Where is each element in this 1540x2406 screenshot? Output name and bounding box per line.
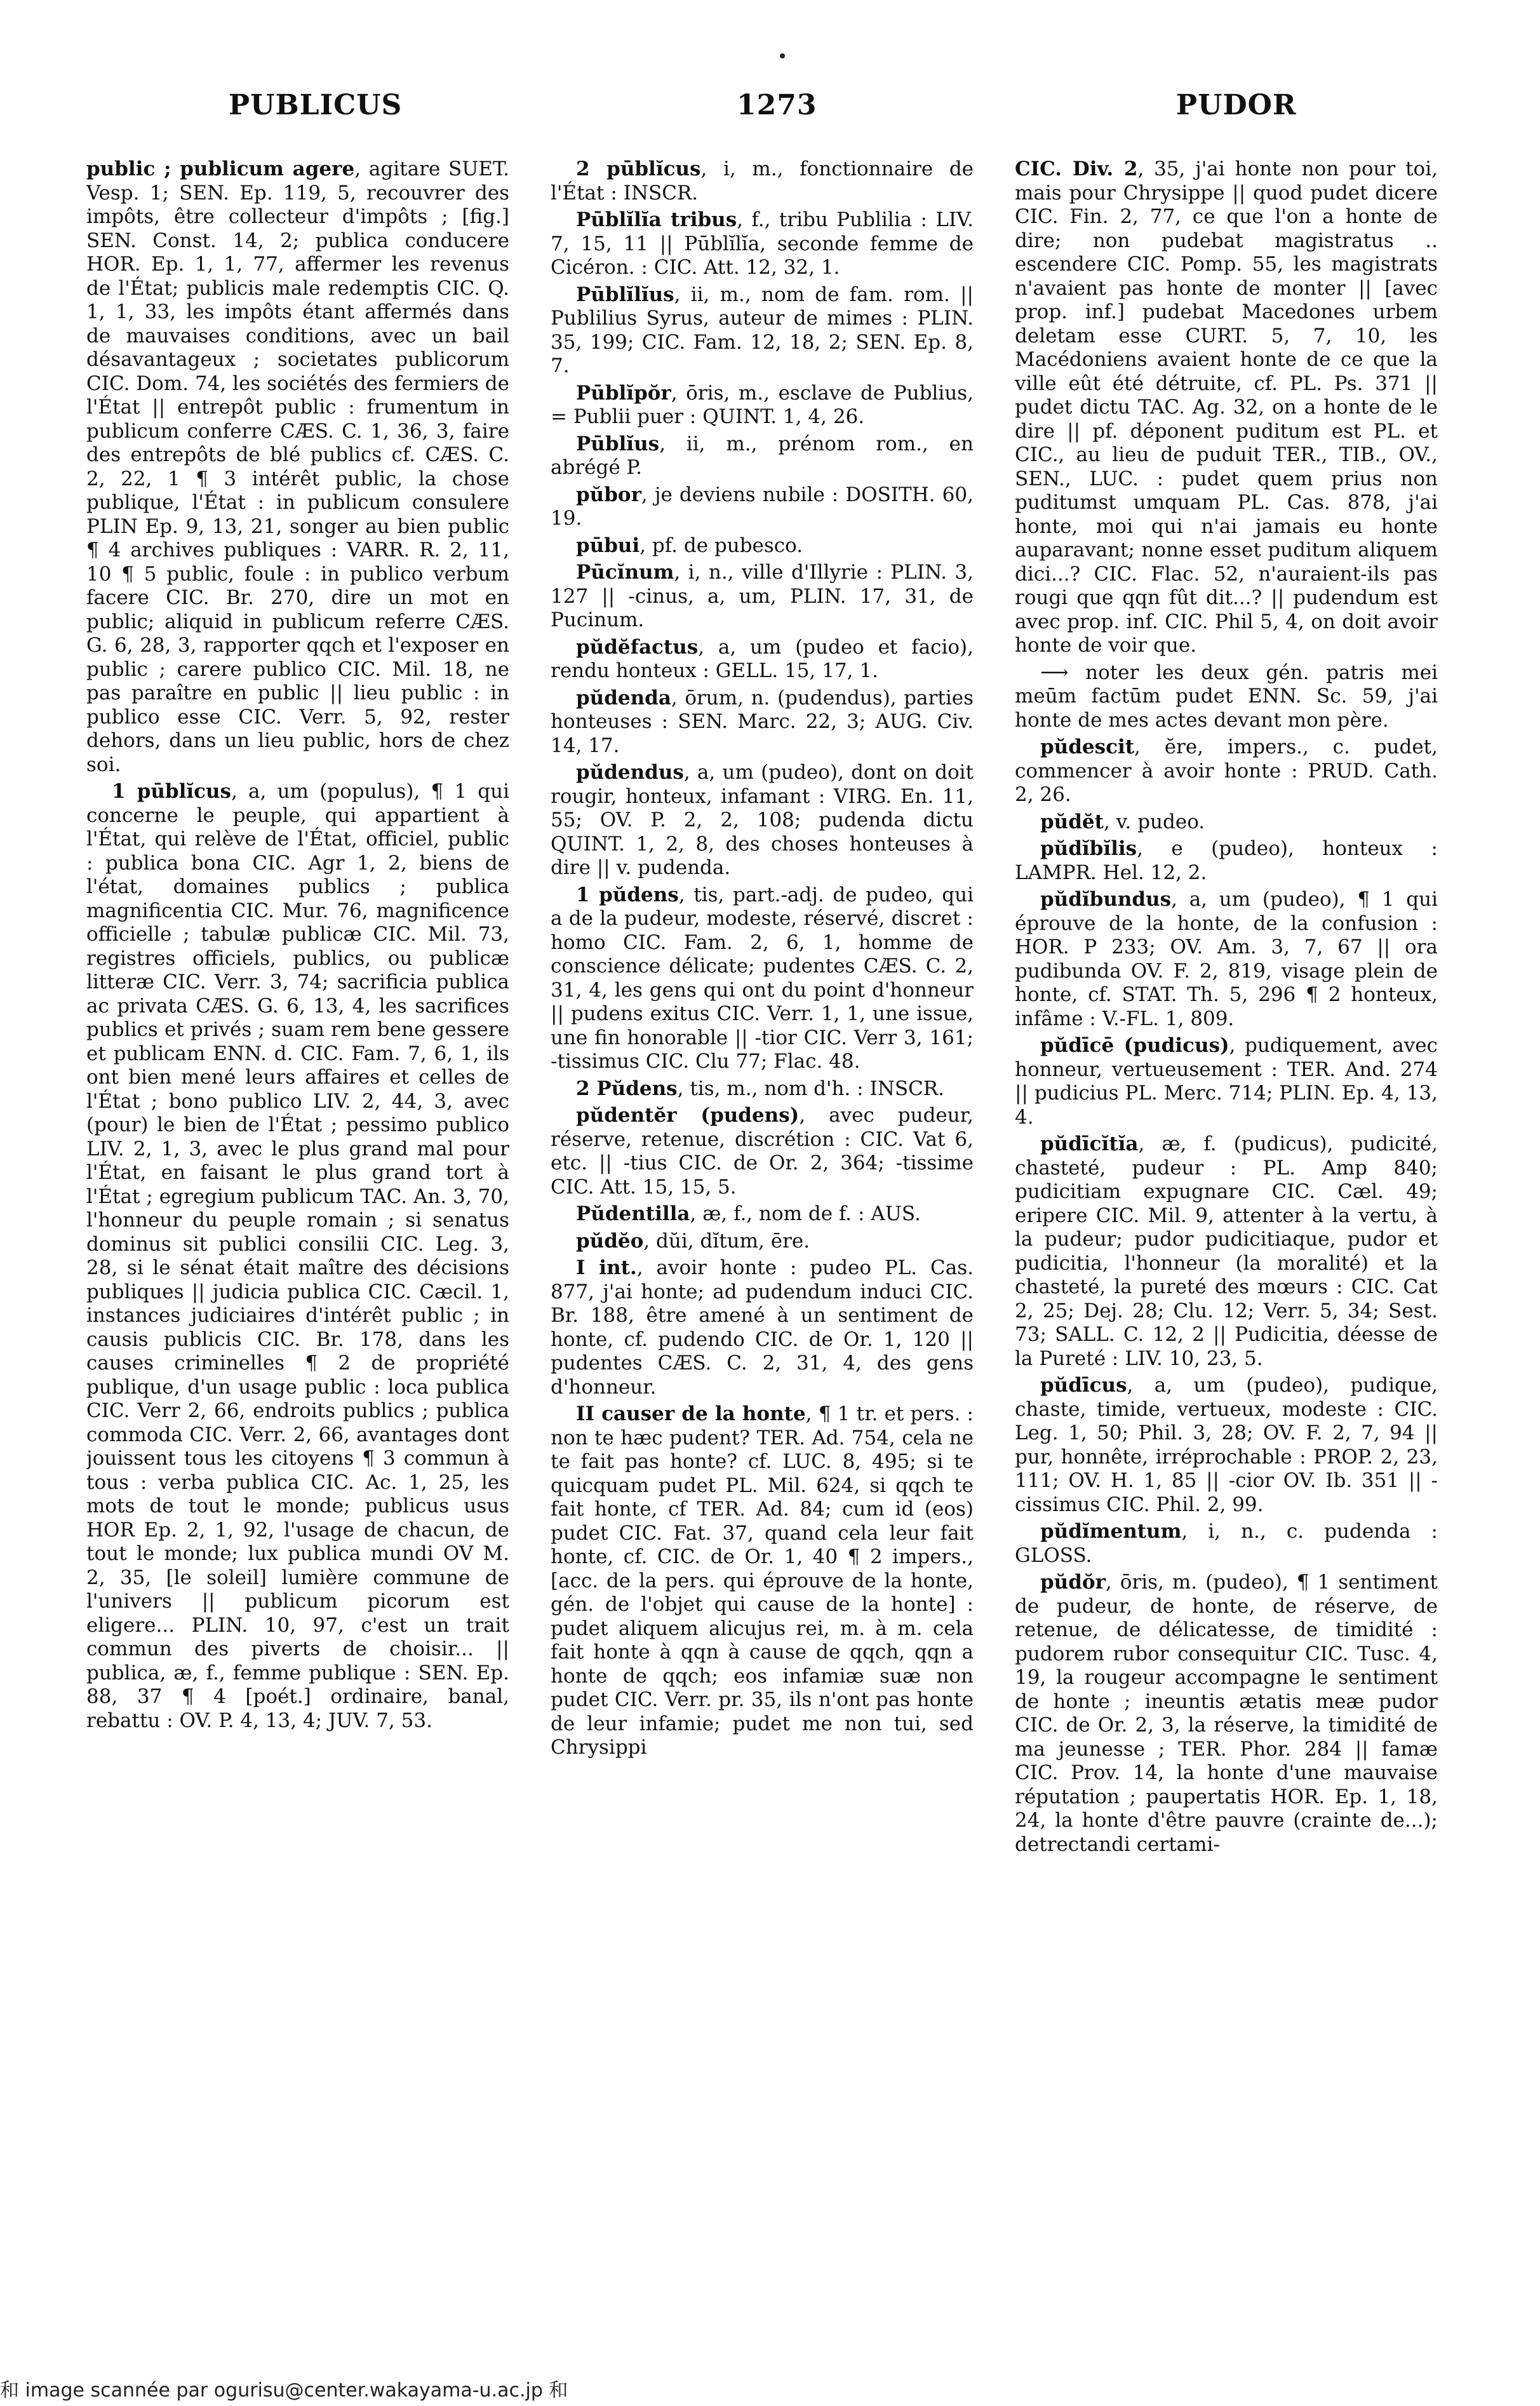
headword: 2 pūblĭcus: [576, 158, 701, 180]
entry: Pūcĭnum, i, n., ville d'Illyrie : PLIN. 3, 127 || -cinus, a, um, PLIN. 17, 31, de Pucinum.: [551, 561, 974, 631]
entry: pŭdĕt, v. pudeo.: [1040, 810, 1205, 833]
headword: pŭdīcē (pudicus): [1040, 1034, 1229, 1057]
headword: pŭdĭmentum: [1040, 1520, 1182, 1543]
entry: pŭdīcĭtĭa, æ, f. (pudicus), pudicité, chasteté, pudeur : PL. Amp 840; pudicitiam expugnare CIC. Cæl. 49; eripere CIC. Mil. 9, attenter à la vertu, à la pudeur; pudor pudicitiaque, pudor et pudicitia, l'honneur (la moralité) et la chasteté, la pureté des mœurs : CIC. Cat 2, 25; Dej. 28; Clu. 12; Verr. 5, 34; Sest. 73; SALL. C. 12, 2 || Pudicitia, déesse de la Pureté : LIV. 10, 23, 5.: [1015, 1132, 1438, 1370]
headword: pŭbor: [576, 483, 641, 506]
entry: pŭdendus, a, um (pudeo), dont on doit rougir, honteux, infamant : VIRG. En. 11, 55; OV. P. 2, 2, 108; pudenda dictu QUINT. 1, 2, 8, des choses honteuses à dire || v. pudenda.: [551, 761, 974, 879]
entry: CIC. Div. 2, 35, j'ai honte non pour toi, mais pour Chrysippe || quod pudet dicere CIC. Fin. 2, 77, ce que l'on a honte de dire; non pudebat magistratus .. escendere CIC. Pomp. 55, les magistrats n'avaient pas honte de monter || [avec prop. inf.] pudebat Macedones urbem deletam esse CURT. 5, 7, 10, les Macédoniens avaient honte de ce que la ville eût été détruite, cf. PL. Ps. 371 || pudet dictu TAC. Ag. 32, on a honte de le dire || pf. déponent puditum est PL. et CIC., au lieu de puduit TER., TIB., OV., SEN., LUC. : pudet quem prius non puditumst umquam PL. Cas. 878, j'ai honte, moi qui n'ai jamais eu honte auparavant; nonne esset puditum aliquem dici...? CIC. Flac. 52, n'auraient-ils pas rougi que qqn fût dit...? || pudendum est avec prop. inf. CIC. Phil 5, 4, on doit avoir honte de voir que.: [1015, 158, 1438, 657]
headword: 1 pŭdens: [576, 883, 679, 906]
entry: pŭdĕo, dŭi, dĭtum, ēre.: [576, 1229, 810, 1253]
headword: pŭdĕo: [576, 1229, 644, 1253]
headword: pŭdīcus: [1040, 1374, 1127, 1397]
headword: I int.: [576, 1256, 637, 1279]
entry: pŭdĭbundus, a, um (pudeo), ¶ 1 qui éprouve de la honte, de la confusion : HOR. P 233; OV. Am. 3, 7, 67 || ora pudibunda OV. F. 2, 819, visage plein de honte, cf. STAT. Th. 5, 296 ¶ 2 honteux, infâme : V.-FL. 1, 809.: [1015, 888, 1438, 1030]
headword: 2 Pŭdens: [576, 1077, 678, 1100]
headword: pŭdescit: [1040, 736, 1135, 758]
headword: Pŭdentilla: [576, 1202, 690, 1225]
text-columns: [86, 158, 1438, 2304]
entry: Pūblĭlĭus, ii, m., nom de fam. rom. || Publilius Syrus, auteur de mimes : PLIN. 35, 199; CIC. Fam. 12, 18, 2; SEN. Ep. 8, 7.: [551, 283, 974, 377]
headword: pŭdĕt: [1040, 810, 1104, 833]
headword: pŭdĭbundus: [1040, 888, 1172, 911]
entry: pŭdŏr, ōris, m. (pudeo), ¶ 1 sentiment de pudeur, de honte, de réserve, de retenue, de délicatesse, de timidité : pudorem rubor consequitur CIC. Tusc. 4, 19, la rougeur accompagne le sentiment de honte ; ineuntis ætatis meæ pudor CIC. de Or. 2, 3, la réserve, la timidité de ma jeunesse ; TER. Phor. 284 || famæ CIC. Prov. 14, la honte d'une mauvaise réputation ; paupertatis HOR. Ep. 1, 18, 24, la honte d'être pauvre (crainte de...); detrectandi certami-: [1015, 1571, 1438, 1856]
entry: pŭbor, je deviens nubile : DOSITH. 60, 19.: [551, 483, 974, 530]
ink-speck: [780, 53, 785, 58]
page-number: 1273: [737, 89, 817, 121]
entry: Pŭdentilla, æ, f., nom de f. : AUS.: [576, 1202, 921, 1225]
headword: pūbui: [576, 534, 640, 557]
headword: Pūcĭnum: [576, 561, 674, 584]
headword: pŭdĭbĭlis: [1040, 837, 1137, 860]
entry: 2 pūblĭcus, i, m., fonctionnaire de l'État : INSCR.: [551, 158, 974, 205]
entry: Pūblĭpŏr, ōris, m., esclave de Publius, = Publii puer : QUINT. 1, 4, 26.: [551, 381, 974, 428]
entry: pŭdentĕr (pudens), avec pudeur, réserve, retenue, discrétion : CIC. Vat 6, etc. || -tius CIC. de Or. 2, 364; -tissime CIC. Att. 15, 15, 5.: [551, 1104, 974, 1199]
entry: pŭdīcus, a, um (pudeo), pudique, chaste, timide, vertueux, modeste : CIC. Leg. 1, 50; Phil. 3, 28; OV. F. 2, 7, 94 || pur, honnête, irréprochable : PROP. 2, 23, 111; OV. H. 1, 85 || -cior OV. Ib. 351 || -cissimus CIC. Phil. 2, 99.: [1015, 1374, 1438, 1516]
entry: Pūblĭlĭa tribus, f., tribu Publilia : LIV. 7, 15, 11 || Pūblĭlĭa, seconde femme de Cicéron. : CIC. Att. 12, 32, 1.: [551, 208, 974, 279]
headword: pŭdentĕr (pudens): [576, 1104, 800, 1127]
entry: pŭdĭmentum, i, n., c. pudenda : GLOSS.: [1015, 1520, 1438, 1567]
column-3: [1015, 158, 1438, 2304]
headword: pŭdŏr: [1040, 1571, 1106, 1594]
header-first-word: PUBLICUS: [229, 89, 403, 121]
column-2: [551, 158, 974, 2304]
entry: pŭdĕfactus, a, um (pudeo et facio), rendu honteux : GELL. 15, 17, 1.: [551, 635, 974, 682]
headword: public ; publicum agere: [86, 158, 355, 180]
column-1: [86, 158, 509, 2304]
headword: Pūblĭus: [576, 432, 660, 455]
headword: Pūblĭlĭa tribus: [576, 208, 737, 231]
entry: I int., avoir honte : pudeo PL. Cas. 877, j'ai honte; ad pudendum induci CIC. Br. 188, être amené à un sentiment de honte, cf. pudendo CIC. de Or. 1, 120 || pudentes CÆS. C. 2, 31, 4, des gens d'honneur.: [551, 1256, 974, 1399]
entry: 1 pūblĭcus, a, um (populus), ¶ 1 qui concerne le peuple, qui appartient à l'État, qui relève de l'État, officiel, public : publica bona CIC. Agr 1, 2, biens de l'état, domaines publics ; publica magnificentia CIC. Mur. 76, magnificence officielle ; tabulæ publicæ CIC. Mil. 73, registres officiels, publics, ou publicæ litteræ CIC. Verr. 3, 74; sacrificia publica ac privata CÆS. G. 6, 13, 4, les sacrifices publics et privés ; suam rem bene gessere et publicam ENN. d. CIC. Fam. 7, 6, 1, ils ont bien mené leurs affaires et celles de l'État ; bono publico LIV. 2, 44, 3, avec (pour) le bien de l'État ; pessimo publico LIV. 2, 1, 3, avec le plus grand mal pour l'État, en faisant le plus grand tort à l'État ; egregium publicum TAC. An. 3, 70, l'honneur du peuple romain ; si senatus dominus sit publici consilii CIC. Leg. 3, 28, si le sénat était maître des décisions publiques || judicia publica CIC. Cæcil. 1, instances judiciaires d'intérêt public ; in causis publicis CIC. Br. 178, dans les causes criminelles ¶ 2 de propriété publique, d'un usage public : loca publica CIC. Verr 2, 66, endroits publics ; publica commoda CIC. Verr. 2, 66, avantages dont jouissent tous les citoyens ¶ 3 commun à tous : verba publica CIC. Ac. 1, 25, les mots de tout le monde; publicus usus HOR Ep. 2, 1, 92, l'usage de chacun, de tout le monde; lux publica mundi OV M. 2, 35, [le soleil] lumière commune de l'univers || publicum picorum est eligere... PLIN. 10, 97, c'est un trait commun des piverts de choisir... || publica, æ, f., femme publique : SEN. Ep. 88, 37 ¶ 4 [poét.] ordinaire, banal, rebattu : OV. P. 4, 13, 4; JUV. 7, 53.: [86, 780, 509, 1732]
entry: Pūblĭus, ii, m., prénom rom., en abrégé P.: [551, 432, 974, 479]
headword: 1 pūblĭcus: [112, 780, 232, 803]
entry: pūbui, pf. de pubesco.: [576, 534, 803, 557]
headword: pŭdīcĭtĭa: [1040, 1132, 1139, 1155]
headword: Pūblĭpŏr: [576, 381, 671, 405]
headword: Pūblĭlĭus: [576, 283, 674, 306]
entry: ⟶ noter les deux gén. patris mei meūm factūm pudet ENN. Sc. 59, j'ai honte de mes actes devant mon père.: [1015, 661, 1438, 732]
entry: 1 pŭdens, tis, part.-adj. de pudeo, qui a de la pudeur, modeste, réservé, discret : homo CIC. Fam. 2, 6, 1, homme de conscience délicate; pudentes CÆS. C. 2, 31, 4, les gens qui ont du point d'honneur || pudens exitus CIC. Verr. 1, 1, une issue, une fin honorable || -tior CIC. Verr 3, 161; -tissimus CIC. Clu 77; Flac. 48.: [551, 883, 974, 1073]
entry: public ; publicum agere, agitare SUET. Vesp. 1; SEN. Ep. 119, 5, recouvrer des impôts, être collecteur d'impôts ; [fig.] SEN. Const. 14, 2; publica conducere HOR. Ep. 1, 1, 77, affermer les revenus de l'État; publicis male redemptis CIC. Q. 1, 1, 33, les impôts étant affermés dans de mauvaises conditions, avec un bail désavantageux ; societates publicorum CIC. Dom. 74, les sociétés des fermiers de l'État || entrepôt public : frumentum in publicum conferre CÆS. C. 1, 36, 3, faire des entrepôts de blé publics cf. CÆS. C. 2, 22, 1 ¶ 3 intérêt public, la chose publique, l'État : in publicum consulere PLIN Ep. 9, 13, 21, songer au bien public ¶ 4 archives publiques : VARR. R. 2, 11, 10 ¶ 5 public, foule : in publico verbum facere CIC. Br. 270, dire un mot en public; aliquid in publicum referre CÆS. G. 6, 28, 3, rapporter qqch et l'exposer en public ; carere publico CIC. Mil. 18, ne pas paraître en public || lieu public : in publico esse CIC. Verr. 5, 92, rester dehors, dans un lieu public, hors de chez soi.: [86, 158, 509, 776]
entry: II causer de la honte, ¶ 1 tr. et pers. : non te hæc pudent? TER. Ad. 754, cela ne te fait pas honte? cf. LUC. 8, 495; si te quicquam pudet PL. Mil. 624, si qqch te fait honte, cf TER. Ad. 84; cum id (eos) pudet CIC. Fat. 37, quand cela leur fait honte, cf. CIC. de Or. 1, 40 ¶ 2 impers., [acc. de la pers. qui éprouve de la honte, gén. de l'objet qui cause de la honte] : pudet aliquem alicujus rei, m. à m. cela fait honte à qqn à cause de qqch, qqn a honte de qqch; eos infamiæ suæ non pudet CIC. Verr. pr. 35, ils n'ont pas honte de leur infamie; pudet me non tui, sed Chrysippi: [551, 1402, 974, 1759]
entry: pŭdescit, ĕre, impers., c. pudet, commencer à avoir honte : PRUD. Cath. 2, 26.: [1015, 736, 1438, 806]
entry: pŭdīcē (pudicus), pudiquement, avec honneur, vertueusement : TER. And. 274 || pudicius PL. Merc. 714; PLIN. Ep. 4, 13, 4.: [1015, 1034, 1438, 1129]
entry: pŭdĭbĭlis, e (pudeo), honteux : LAMPR. Hel. 12, 2.: [1015, 837, 1438, 884]
headword: pŭdenda: [576, 686, 671, 709]
header-last-word: PUDOR: [1176, 89, 1297, 121]
headword: CIC. Div. 2: [1015, 158, 1138, 180]
headword: pŭdĕfactus: [576, 635, 699, 659]
running-header: [0, 89, 1540, 140]
entry: 2 Pŭdens, tis, m., nom d'h. : INSCR.: [576, 1077, 945, 1100]
headword: pŭdendus: [576, 761, 684, 784]
headword: II causer de la honte: [576, 1402, 806, 1425]
scan-credit: 和 image scannée par ogurisu@center.wakayama-u.ac.jp 和: [0, 2379, 568, 2402]
entry: pŭdenda, ōrum, n. (pudendus), parties honteuses : SEN. Marc. 22, 3; AUG. Civ. 14, 17.: [551, 686, 974, 757]
